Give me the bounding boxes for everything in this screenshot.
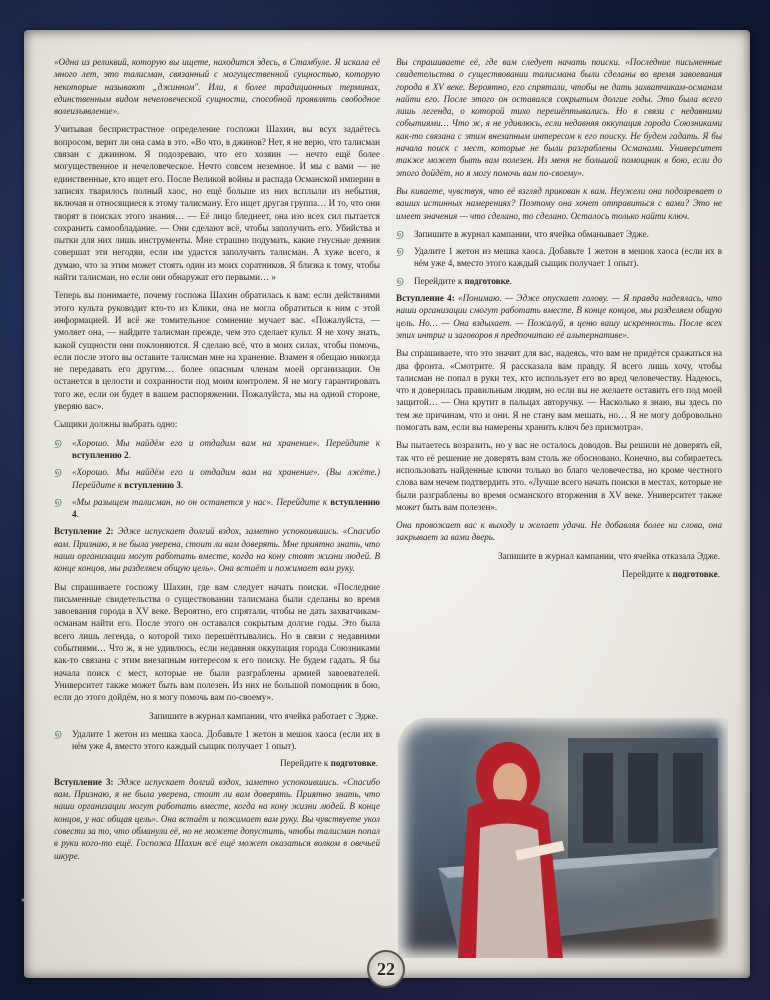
- intro-4: Вступление 4: «Понимаю. — Эдже опускает голову. — Я правда надеялась, что наши организации смогут работать вместе. В конце концов, мы разделяем общую цель. Но… — Она вздыхает. — Пожалуй, я ценю вашу искренность. После всех этих интриг и заговоров я предпочитаю её альтернативе».: [396, 293, 722, 340]
- goto-setup: ୭ Перейдите к подготовке.: [396, 273, 512, 289]
- paragraph: Вы киваете, чувствуя, что её взгляд прикован к вам. Неужели она подозревает о ваших истинных намерениях? Поэтому она хочет отправиться с вами? Это не имеет значения — что сделано, то сделано. Осталось только найти ключ.: [396, 185, 722, 221]
- paragraph: Вы спрашиваете госпожу Шахин, где вам следует начать поиски. «Последние письменные свидетельства о существовании талисмана были сделаны во время завоевания города в XV веке. Вероятно, его спрятали, чтобы не дать захватчикам-османам найти его. После этого он оставался сокрытым долгие годы. Это была всего лишь легенда, о которой тихо перешёптывались. Но в связи с недавними событиями… Что ж, я не удивлюсь, если недавняя оккупация города Союзниками как-то связана с этим внезапным интересом к его поиску. Не будем гадать. Я бы начала поиск с мест, которые не были разграблены армией завоевателей. Университет также может быть вам полезен. Из них не большой помощник в бою, если до этого дойдём, но я могу помочь вам по-своему».: [54, 581, 380, 703]
- choice-item: ୭ «Хорошо. Мы найдём его и отдадим вам на хранение». (Вы лжёте.) Перейдите к вступлению 3.: [54, 465, 380, 490]
- left-column: [54, 56, 380, 868]
- paragraph: Теперь вы понимаете, почему госпожа Шахин обратилась к вам: если действиями этого культа руководит кто-то из Клики, она не могла обратиться к ним с этой информацией. И всё же томительное сомнение мучает вас. «Пожалуйста, — умоляет она, — найдите талисман прежде, чем это сделает культ. Я не хочу знать, какой сущности они поклоняются. Я сделаю всё, что в моих силах, чтобы помочь, если после этого вы оставите талисман мне на хранение. Взамен я обещаю никогда не передавать его другим… более опасным членам моей организации. Он останется в целости и сохранности под моим контролем. Я не могу гарантировать того же, если он будет в вашем распоряжении. Пожалуйста, мы на одной стороне, уверяю вас».: [54, 290, 380, 412]
- choices-intro: Сыщики должны выбрать одно:: [54, 419, 178, 430]
- spiral-glyph-icon: ୭: [54, 465, 62, 481]
- goto-setup: Перейдите к подготовке.: [622, 568, 720, 579]
- illustration-art: [398, 718, 728, 958]
- page-number: 22: [367, 950, 405, 988]
- spiral-glyph-icon: ୭: [54, 494, 62, 510]
- spiral-glyph-icon: ୭: [396, 226, 404, 242]
- paragraph: Вы пытаетесь возразить, но у вас не осталось доводов. Вы решили не доверять ей, так что её решение не доверять вам столь же обосновано. Конечно, вы собираетесь использовать найденные ключи только во благо человечества, но кроме честного слова вам нечем подтвердить это. «Лучше всего начать поиски в местах, которые не были разграблены во время османского вторжения в XV веке. Университет также может быть вам полезен».: [396, 440, 722, 512]
- choice-item: ୭ «Мы разыщем талисман, но он останется у нас». Перейдите к вступлению 4.: [54, 494, 380, 520]
- goto-setup: Перейдите к подготовке.: [280, 758, 378, 769]
- intro-2: Вступление 2: Эдже испускает долгий вздох, заметно успокоившись. «Спасибо вам. Признаю, я не была уверена, стоит ли вам доверять. Мне приятно знать, что наши организации могут работать вместе, когда на кону стоят жизни людей. В конце концов, мы разделяем общую цель». Она встаёт и пожимает вам руку.: [54, 526, 380, 574]
- chaos-bag-instruction: ୭ Удалите 1 жетон из мешка хаоса. Добавьте 1 жетон в мешок хаоса (если их в нём уже 4, вместо этого каждый сыщик получает 1 опыт).: [54, 726, 380, 752]
- paragraph: Вы спрашиваете её, где вам следует начать поиски. «Последние письменные свидетельства о существовании талисмана были сделаны во время завоевания города в XV веке. Вероятно, его спрятали, чтобы не дать захватчикам-османам найти его. После этого он оставался сокрытым долгие годы. Это была всего лишь легенда, о которой тихо перешёптывались. Но в связи с недавними событиями… Что ж, я не удивлюсь, если недавняя оккупация города Союзниками как-то связана с этим внезапным интересом к его поиску. Не будем гадать. Я бы начала поиск с мест, которые не были разграблены Османами. Университет также может быть вам полезен. Из меня не большой помощник в бою, если до этого дойдёт, но я могу помочь вам по-своему».: [396, 57, 722, 178]
- paragraph: Она провожает вас к выходу и желает удачи. Не добавляя более ни слова, она закрывает за вами дверь.: [396, 520, 722, 543]
- paragraph: Вы спрашиваете, что это значит для вас, надеясь, что вам не придётся сражаться на два фронта. «Смотрите. Я рассказала вам правду. Я всего лишь хочу, чтобы талисман не попал в руки тех, кто использует его во вред человечеству. Надеюсь, что я доверилась правильным людям, но если вы не желаете оставить его под моей защитой… — Она крутит в пальцах авторучку. — Насколько я знаю, вы здесь по тем же причинам, что и они. Я не стану вам мешать, но… Я не могу добровольно помогать вам, если вы намерены хранить ключ без присмотра».: [396, 348, 722, 433]
- chaos-bag-instruction: ୭ Удалите 1 жетон из мешка хаоса. Добавьте 1 жетон в мешок хаоса (если их в нём уже 4, вместо этого каждый сыщик получает 1 опыт).: [396, 244, 722, 269]
- paragraph: «Одна из реликвий, которую вы ищете, находится здесь, в Стамбуле. Я искала её много лет, это талисман, связанный с могущественной сущностью, которую некоторые называют „джинном". Или, в более традиционных терминах, единственным видом нечеловеческой сущности, способной проявлять свободное волеизъявление».: [54, 57, 380, 117]
- illustration-woman-in-red-hijab: [398, 718, 728, 958]
- campaign-log-item: ୭ Запишите в журнал кампании, что ячейка обманывает Эдже.: [396, 226, 649, 242]
- choice-item: ୭ «Хорошо. Мы найдём его и отдадим вам на хранение». Перейдите к вступлению 2.: [54, 435, 380, 460]
- campaign-log-note: Запишите в журнал кампании, что ячейка работает с Эдже.: [149, 710, 378, 721]
- right-column: [396, 56, 722, 586]
- spiral-glyph-icon: ୭: [396, 273, 404, 289]
- spiral-glyph-icon: ୭: [54, 435, 62, 451]
- paragraph: Учитывая беспристрастное определение госпожи Шахин, вы всух задаётесь вопросом, верит ли она сама в это. «Во что, в джинов? Нет, я не верю, что талисман связан с джинном. Я подозреваю, что его хозяин — нечто ещё более могущественное и нечеловеческое. Нечто совсем неземное. И мы с вами — не единственные, кто ищет его. После Великой войны и распада Османской империи в записях тварилось полный хаос, но ещё больше из них всплыли из небытия, включая и относящиеся к этому талисману. Его ищет другая группа… И то, что они творят в поисках этого знания… — Её лицо бледнеет, она изо всех сил пытается сохранить самообладание. — Они сделают всё, чтобы заполучить его. Убийства и пытки для них лишь инструменты. Мне страшно подумать, какие гнусные деяния совершат эти негодяи, если им удастся заполучить талисман. А хуже всего, я думаю, что за этим может стоять один из моих соратников. Я близка к тому, чтобы найти талисман, но если они обнаружат его первыми… »: [54, 124, 380, 283]
- intro-3: Вступление 3: Эдже испускает долгий вздох, заметно успокоившись. «Спасибо вам. Признаю, я не была уверена, стоит ли вам доверять. Приятно знать, что наши организации могут работать вместе, когда на кону жизни людей. В конце концов, у нас общая цель». Она встаёт и пожимает вам руку. Вы чувствуете укол совести за то, что обманули её, но не можете допустить, чтобы талисман попал в руки кого-то ещё. Госпожа Шахин всё ещё может оказаться волком в овечьей шкуре.: [54, 776, 380, 861]
- spiral-glyph-icon: ୭: [396, 244, 404, 260]
- spiral-glyph-icon: ୭: [54, 726, 62, 742]
- campaign-log-note: Запишите в журнал кампании, что ячейка отказала Эдже.: [498, 550, 720, 561]
